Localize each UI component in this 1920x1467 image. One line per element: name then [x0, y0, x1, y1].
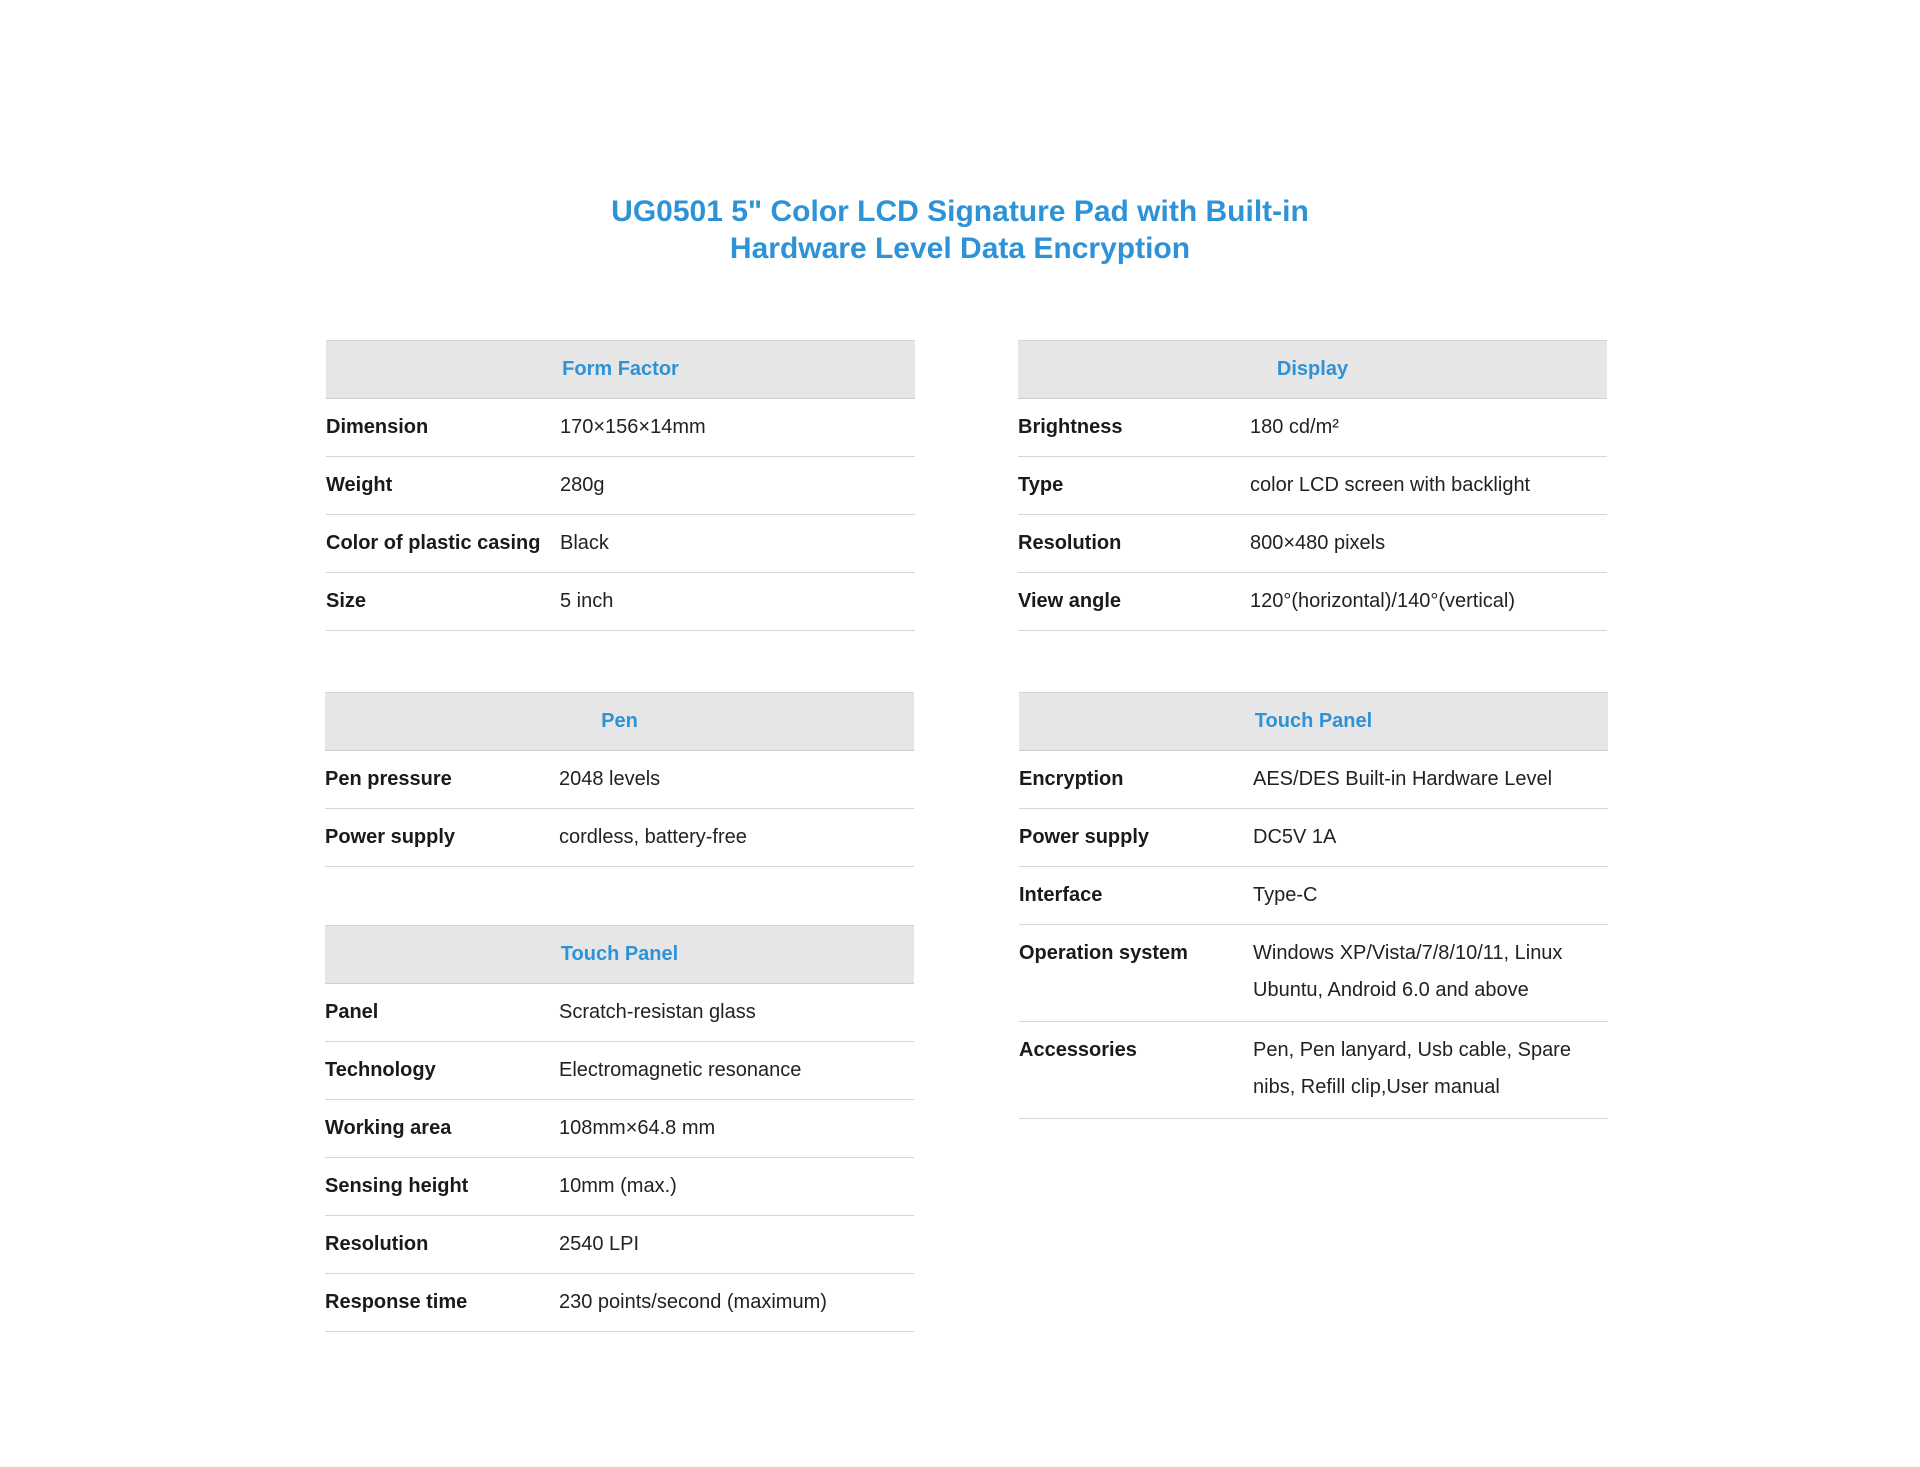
- spec-label: Weight: [326, 474, 393, 496]
- spec-value: 180 cd/m²: [1250, 416, 1339, 438]
- spec-value: 170×156×14mm: [560, 416, 706, 438]
- table-row: [1019, 867, 1608, 925]
- table-header-title: Pen: [601, 710, 638, 732]
- spec-label: Color of plastic casing: [326, 532, 541, 554]
- table-row: [326, 399, 915, 457]
- table-row: [1018, 457, 1607, 515]
- spec-label: Resolution: [325, 1233, 429, 1255]
- spec-label: Response time: [325, 1291, 468, 1313]
- table-row: [1018, 573, 1607, 631]
- table-row: [325, 1274, 914, 1332]
- spec-value: AES/DES Built-in Hardware Level: [1253, 768, 1553, 790]
- spec-label: Power supply: [1019, 826, 1150, 848]
- table-header-title: Display: [1276, 358, 1349, 380]
- spec-value: 280g: [560, 474, 605, 496]
- spec-label: Sensing height: [325, 1175, 469, 1197]
- spec-value: Type-C: [1253, 884, 1318, 906]
- spec-value: 2540 LPI: [559, 1233, 640, 1255]
- spec-value: cordless, battery-free: [559, 826, 747, 848]
- table-header-title: Touch Panel: [1254, 710, 1373, 732]
- touch-panel-table-left: [325, 925, 914, 1332]
- spec-value: 108mm×64.8 mm: [559, 1117, 716, 1139]
- table-row: [1018, 515, 1607, 573]
- table-row: [325, 1042, 914, 1100]
- page-title: [0, 193, 1920, 267]
- form-factor-table: [326, 340, 915, 631]
- spec-label: Brightness: [1018, 416, 1123, 438]
- table-row: [326, 457, 915, 515]
- table-header: [325, 925, 914, 984]
- touch-panel-table-right: [1019, 692, 1608, 1119]
- table-header: [326, 340, 915, 399]
- table-row: [325, 809, 914, 867]
- table-row: [1019, 809, 1608, 867]
- spec-label: Working area: [325, 1117, 452, 1139]
- spec-value: 120°(horizontal)/140°(vertical): [1250, 590, 1515, 612]
- spec-label: Operation system: [1019, 942, 1188, 964]
- spec-label: Technology: [325, 1059, 436, 1081]
- table-header: [1019, 692, 1608, 751]
- table-header: [325, 692, 914, 751]
- display-table: [1018, 340, 1607, 631]
- table-header: [1018, 340, 1607, 399]
- pen-table: [325, 692, 914, 867]
- table-row: [1019, 925, 1608, 1022]
- spec-label: Encryption: [1019, 768, 1124, 790]
- table-row: [1019, 1022, 1608, 1119]
- spec-value: Black: [560, 532, 609, 554]
- table-row: [326, 515, 915, 573]
- spec-label: Dimension: [326, 416, 429, 438]
- table-header-title: Form Factor: [562, 358, 679, 380]
- spec-label: Size: [326, 590, 367, 612]
- spec-value: Pen, Pen lanyard, Usb cable, Spare nibs, Refill clip,User manual: [1253, 1039, 1571, 1098]
- spec-value: 230 points/second (maximum): [559, 1291, 827, 1313]
- spec-value: 10mm (max.): [559, 1175, 677, 1197]
- spec-value: 5 inch: [560, 590, 614, 612]
- spec-value: 800×480 pixels: [1250, 532, 1386, 554]
- spec-value: color LCD screen with backlight: [1250, 474, 1531, 496]
- spec-label: Type: [1018, 474, 1064, 496]
- table-row: [1019, 751, 1608, 809]
- table-row: [325, 1216, 914, 1274]
- spec-value: DC5V 1A: [1253, 826, 1337, 848]
- table-row: [1018, 399, 1607, 457]
- page-title-line-1: UG0501 5" Color LCD Signature Pad with Built-in: [611, 195, 1309, 228]
- spec-label: Accessories: [1019, 1039, 1137, 1061]
- table-header-title: Touch Panel: [560, 943, 679, 965]
- spec-value: Windows XP/Vista/7/8/10/11, Linux Ubuntu, Android 6.0 and above: [1253, 942, 1563, 1001]
- page-title-line-2: Hardware Level Data Encryption: [729, 232, 1191, 265]
- spec-label: Pen pressure: [325, 768, 452, 790]
- spec-value: Electromagnetic resonance: [559, 1059, 802, 1081]
- spec-value: 2048 levels: [559, 768, 661, 790]
- table-row: [325, 751, 914, 809]
- spec-label: Resolution: [1018, 532, 1122, 554]
- spec-value: Scratch-resistan glass: [559, 1001, 756, 1023]
- table-row: [325, 1158, 914, 1216]
- spec-label: Power supply: [325, 826, 456, 848]
- spec-label: Panel: [325, 1001, 379, 1023]
- table-row: [325, 1100, 914, 1158]
- table-row: [325, 984, 914, 1042]
- spec-label: View angle: [1018, 590, 1122, 612]
- spec-label: Interface: [1019, 884, 1103, 906]
- table-row: [326, 573, 915, 631]
